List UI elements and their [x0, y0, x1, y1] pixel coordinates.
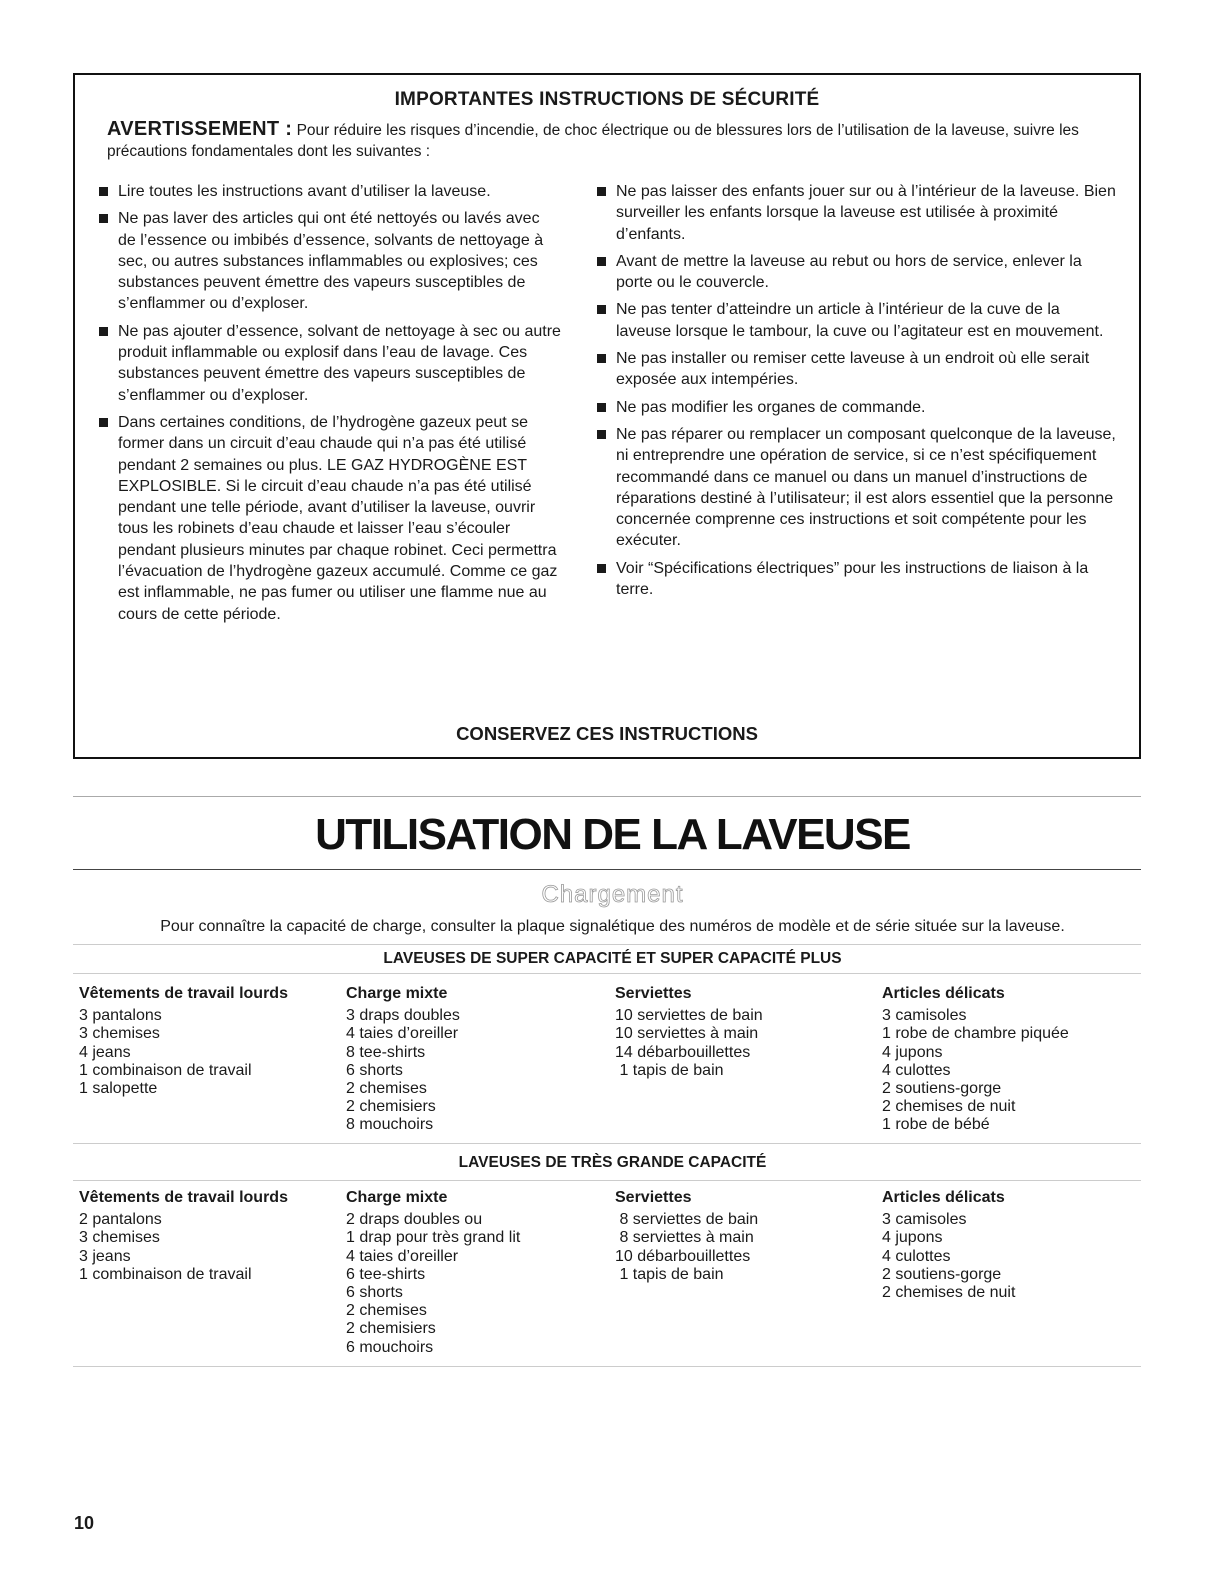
list-item: 1 tapis de bain	[615, 1061, 724, 1079]
table-column	[615, 985, 763, 1080]
safety-item: Ne pas réparer ou remplacer un composant quelconque de la laveuse, ni entreprendre une opération de service, si ce n’est spécifiquement recommandé dans ce manuel ou dans un manuel d’instructions de réparations destiné à l’utilisateur; il est alors essentiel que la personne concernée comprenne ces instructions et soit compétente pour les exécuter.	[597, 424, 1117, 552]
section-title: UTILISATION DE LA LAVEUSE	[315, 810, 910, 859]
safety-item: Ne pas laisser des enfants jouer sur ou à l’intérieur de la laveuse. Bien surveiller les enfants lorsque la laveuse est utilisée à proximité d’enfants.	[597, 181, 1117, 245]
subsection-title: Chargement	[541, 881, 684, 908]
table-rule	[73, 1366, 1141, 1367]
list-item: 2 chemises de nuit	[882, 1098, 1016, 1116]
table-column	[346, 985, 460, 1135]
list-item: 2 soutiens-gorge	[882, 1080, 1002, 1098]
list-item: 4 jupons	[882, 1229, 943, 1247]
list-item: 3 jeans	[79, 1247, 131, 1265]
list-item: 4 jupons	[882, 1043, 943, 1061]
column-header: Charge mixte	[346, 1189, 448, 1206]
safety-left-column	[99, 181, 561, 631]
list-item: 3 draps doubles	[346, 1007, 460, 1025]
table-rule	[73, 1180, 1141, 1181]
list-item: 1 robe de chambre piquée	[882, 1025, 1069, 1043]
list-item: 3 pantalons	[79, 1007, 162, 1025]
safety-item: Dans certaines conditions, de l’hydrogène gazeux peut se former dans un circuit d’eau chaude qui n’a pas été utilisé pendant 2 semaines ou plus. LE GAZ HYDROGÈNE EST EXPLOSIBLE. Si le circuit d’eau chaude n’a pas été utilisé pendant une telle période, avant d’utiliser la laveuse, ouvrir tous les robinets d’eau chaude et laisser l’eau s’écouler pendant plusieurs minutes par chaque robinet. Ceci permettra l’évacuation de l’hydrogène gazeux accumulé. Comme ce gaz est inflammable, ne pas fumer ou utiliser une flamme nue au cours de cette période.	[99, 412, 561, 625]
table-rule	[73, 1143, 1141, 1144]
safety-instructions-box	[73, 73, 1141, 759]
table-heading: LAVEUSES DE TRÈS GRANDE CAPACITÉ	[458, 1154, 767, 1171]
list-item: 4 culottes	[882, 1247, 951, 1265]
list-item: 8 mouchoirs	[346, 1116, 434, 1134]
list-item: 6 mouchoirs	[346, 1338, 434, 1356]
list-item: 1 salopette	[79, 1080, 158, 1098]
list-item: 2 soutiens-gorge	[882, 1265, 1002, 1283]
list-item: 8 serviettes à main	[615, 1229, 754, 1247]
list-item: 1 combinaison de travail	[79, 1265, 252, 1283]
table-column	[882, 1189, 1015, 1302]
list-item: 3 camisoles	[882, 1211, 967, 1229]
section-rule-top	[73, 796, 1141, 797]
list-item: 2 pantalons	[79, 1211, 162, 1229]
column-header: Serviettes	[615, 1189, 692, 1206]
list-item: 2 chemises	[346, 1302, 427, 1320]
warning-label: AVERTISSEMENT :	[107, 118, 293, 140]
list-item: 4 jeans	[79, 1043, 131, 1061]
safety-right-column	[597, 181, 1117, 606]
page-number: 10	[74, 1513, 95, 1533]
list-item: 6 shorts	[346, 1284, 403, 1302]
list-item: 2 chemises de nuit	[882, 1284, 1016, 1302]
table-rule	[73, 944, 1141, 945]
list-item: 10 serviettes à main	[615, 1025, 759, 1043]
safety-item: Ne pas laver des articles qui ont été nettoyés ou lavés avec de l’essence ou imbibés d’essence, solvants de nettoyage à sec, ou autres substances inflammables ou explosives; ces substances peuvent émettre des vapeurs susceptibles de s’enflammer ou d’exploser.	[99, 208, 561, 314]
keep-instructions: CONSERVEZ CES INSTRUCTIONS	[456, 723, 758, 744]
safety-item: Lire toutes les instructions avant d’utiliser la laveuse.	[99, 181, 561, 202]
safety-item: Ne pas installer ou remiser cette laveuse à un endroit où elle serait exposée aux intempéries.	[597, 348, 1117, 391]
list-item: 3 camisoles	[882, 1007, 967, 1025]
warning-text: Pour réduire les risques d’incendie, de choc électrique ou de blessures lors de l’utilisation de la laveuse, suivre les précautions fondamentales dont les suivantes :	[107, 122, 1079, 160]
intro-text: Pour connaître la capacité de charge, consulter la plaque signalétique des numéros de modèle et de série située sur la laveuse.	[160, 918, 1065, 935]
list-item: 4 taies d’oreiller	[346, 1247, 459, 1265]
safety-item: Ne pas modifier les organes de commande.	[597, 397, 1117, 418]
table-column	[79, 985, 288, 1098]
safety-item: Ne pas ajouter d’essence, solvant de nettoyage à sec ou autre produit inflammable ou explosif dans l’eau de lavage. Ces substances peuvent émettre des vapeurs susceptibles de s’enflammer ou d’exploser.	[99, 321, 561, 406]
list-item: 1 combinaison de travail	[79, 1061, 252, 1079]
list-item: 3 chemises	[79, 1229, 160, 1247]
list-item: 4 taies d’oreiller	[346, 1025, 459, 1043]
column-header: Articles délicats	[882, 1189, 1005, 1206]
list-item: 1 robe de bébé	[882, 1116, 990, 1134]
list-item: 6 tee-shirts	[346, 1265, 426, 1283]
column-header: Vêtements de travail lourds	[79, 1189, 288, 1206]
list-item: 2 chemisiers	[346, 1098, 436, 1116]
column-header: Articles délicats	[882, 985, 1005, 1002]
list-item: 14 débarbouillettes	[615, 1043, 751, 1061]
list-item: 8 tee-shirts	[346, 1043, 426, 1061]
list-item: 3 chemises	[79, 1025, 160, 1043]
list-item: 6 shorts	[346, 1061, 403, 1079]
column-header: Charge mixte	[346, 985, 448, 1002]
safety-title: IMPORTANTES INSTRUCTIONS DE SÉCURITÉ	[394, 89, 820, 110]
list-item: 1 tapis de bain	[615, 1265, 724, 1283]
table-heading: LAVEUSES DE SUPER CAPACITÉ ET SUPER CAPACITÉ PLUS	[383, 950, 842, 967]
list-item: 10 débarbouillettes	[615, 1247, 751, 1265]
list-item: 2 chemises	[346, 1080, 427, 1098]
list-item: 8 serviettes de bain	[615, 1211, 759, 1229]
list-item: 1 drap pour très grand lit	[346, 1229, 521, 1247]
list-item: 2 draps doubles ou	[346, 1211, 483, 1229]
safety-item: Ne pas tenter d’atteindre un article à l’intérieur de la cuve de la laveuse lorsque le tambour, la cuve ou l’agitateur est en mouvement.	[597, 299, 1117, 342]
section-rule-bottom	[73, 869, 1141, 870]
list-item: 2 chemisiers	[346, 1320, 436, 1338]
warning-paragraph	[107, 119, 1099, 162]
table-column	[79, 1189, 288, 1284]
list-item: 10 serviettes de bain	[615, 1007, 763, 1025]
table-column	[882, 985, 1069, 1135]
table-rule	[73, 973, 1141, 974]
list-item: 4 culottes	[882, 1061, 951, 1079]
table-column	[346, 1189, 520, 1357]
column-header: Serviettes	[615, 985, 692, 1002]
table-column	[615, 1189, 758, 1284]
column-header: Vêtements de travail lourds	[79, 985, 288, 1002]
safety-item: Avant de mettre la laveuse au rebut ou hors de service, enlever la porte ou le couvercle.	[597, 251, 1117, 294]
safety-item: Voir “Spécifications électriques” pour les instructions de liaison à la terre.	[597, 558, 1117, 601]
